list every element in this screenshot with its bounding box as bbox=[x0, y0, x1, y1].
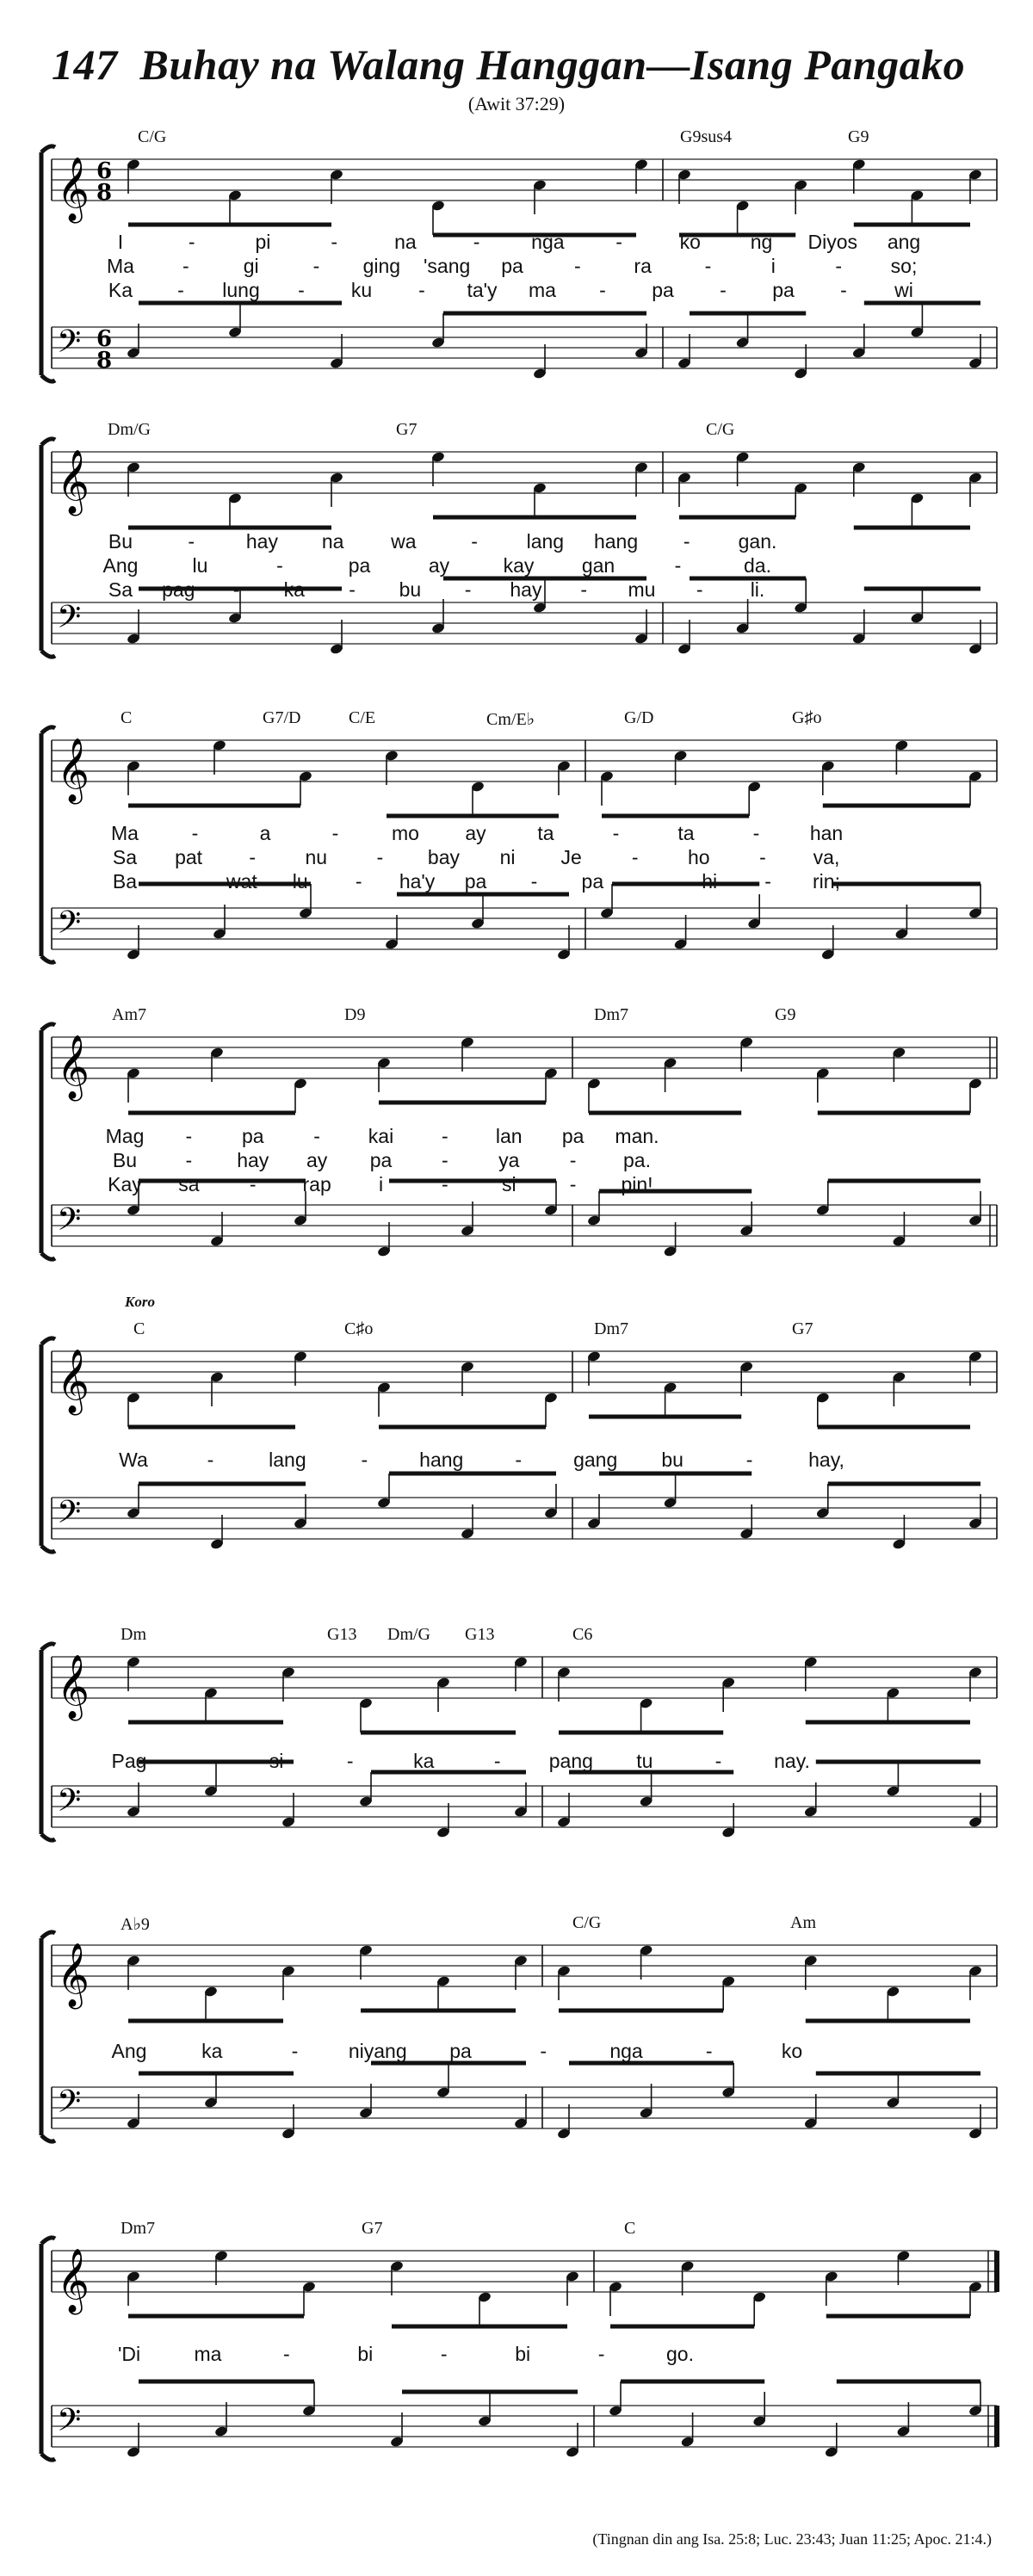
lyric-syllable: han bbox=[809, 822, 844, 844]
chord-symbol: A♭9 bbox=[121, 1915, 150, 1934]
lyric-syllable: lung bbox=[222, 279, 260, 301]
lyric-syllable: - bbox=[569, 1149, 577, 1171]
lyric-syllable: - bbox=[418, 279, 425, 301]
lyric-syllable: kai bbox=[368, 1125, 394, 1147]
staff-lines bbox=[0, 1313, 1033, 1566]
lyric-syllable: - bbox=[840, 279, 847, 301]
treble-staff bbox=[52, 1035, 997, 1113]
chord-symbol: G13 bbox=[465, 1625, 495, 1644]
lyric-syllable: - bbox=[440, 2343, 448, 2365]
lyric-syllable: - bbox=[471, 530, 478, 553]
lyric-syllable: - bbox=[473, 231, 480, 253]
lyric-syllable: ko bbox=[781, 2040, 803, 2062]
lyric-syllable: - bbox=[182, 255, 189, 277]
chord-symbol: C6 bbox=[572, 1625, 593, 1644]
lyric-syllable: - bbox=[177, 279, 184, 301]
lyric-syllable: - bbox=[188, 530, 195, 553]
lyric-syllable: go. bbox=[666, 2343, 694, 2365]
treble-clef-icon: 𝄞 bbox=[57, 2249, 90, 2313]
lyric-syllable: pag bbox=[162, 578, 195, 601]
lyric-syllable: - bbox=[714, 1750, 722, 1772]
lyric-syllable: ta bbox=[677, 822, 695, 844]
lyric-syllable: Bu bbox=[112, 1149, 138, 1171]
system-bracket bbox=[41, 727, 55, 962]
treble-staff bbox=[52, 738, 997, 816]
lyric-syllable: - bbox=[540, 2040, 547, 2062]
lyric-syllable: - bbox=[569, 1173, 577, 1195]
time-signature-bottom: 8 bbox=[96, 348, 113, 374]
lyric-syllable: - bbox=[674, 554, 682, 577]
chord-symbol: G/D bbox=[624, 708, 654, 727]
lyric-syllable: - bbox=[752, 822, 760, 844]
lyric-syllable: da. bbox=[744, 554, 771, 577]
lyric-syllable: va, bbox=[813, 846, 840, 868]
lyric-syllable: ma bbox=[194, 2343, 222, 2365]
bass-clef-icon: 𝄢 bbox=[57, 2402, 82, 2446]
lyric-syllable: gang bbox=[573, 1449, 618, 1471]
hymn-title: Buhay na Walang Hanggan—Isang Pangako bbox=[139, 40, 966, 89]
bass-staff bbox=[52, 303, 997, 380]
lyric-syllable: pang bbox=[548, 1750, 593, 1772]
lyric-syllable: - bbox=[464, 578, 472, 601]
lyric-syllable: wat bbox=[226, 870, 257, 893]
lyric-syllable: ya bbox=[498, 1149, 520, 1171]
lyric-syllable: gan. bbox=[738, 530, 777, 553]
chord-symbol: Dm7 bbox=[594, 1319, 628, 1338]
bass-clef-icon: 𝄢 bbox=[57, 2084, 82, 2128]
lyric-syllable: nga bbox=[531, 231, 565, 253]
lyric-syllable: Ang bbox=[111, 2040, 147, 2062]
lyric-syllable: ha'y bbox=[399, 870, 436, 893]
lyric-syllable: so; bbox=[890, 255, 918, 277]
chord-symbol: G7 bbox=[792, 1319, 813, 1338]
staff-lines bbox=[0, 1618, 1033, 1855]
lyric-syllable: - bbox=[331, 231, 338, 253]
lyric-syllable: - bbox=[185, 1125, 193, 1147]
lyric-syllable: nay. bbox=[774, 1750, 810, 1772]
lyric-syllable: Je bbox=[560, 846, 582, 868]
lyric-syllable: hi bbox=[702, 870, 718, 893]
lyric-syllable: mo bbox=[392, 822, 419, 844]
lyric-syllable: ay bbox=[465, 822, 486, 844]
lyric-syllable: gi bbox=[243, 255, 259, 277]
lyric-syllable: - bbox=[346, 1750, 354, 1772]
lyric-syllable: pi bbox=[255, 231, 271, 253]
lyric-syllable: hay bbox=[237, 1149, 269, 1171]
lyric-syllable: pa bbox=[652, 279, 674, 301]
system-bracket bbox=[41, 1338, 55, 1552]
lyric-syllable: ho bbox=[688, 846, 710, 868]
lyric-syllable: ka bbox=[283, 578, 305, 601]
chord-symbol: C/G bbox=[706, 420, 735, 439]
lyric-syllable: ka bbox=[413, 1750, 435, 1772]
lyric-syllable: Ma bbox=[111, 822, 139, 844]
lyric-syllable: ta'y bbox=[467, 279, 498, 301]
lyric-syllable: Sa bbox=[112, 846, 138, 868]
lyric-syllable: Kay bbox=[108, 1173, 142, 1195]
chord-symbol: G7 bbox=[362, 2219, 383, 2238]
lyric-syllable: bi bbox=[357, 2343, 374, 2365]
time-signature-top: 6 bbox=[96, 326, 113, 352]
lyric-syllable: na bbox=[321, 530, 344, 553]
treble-clef-icon: 𝄞 bbox=[57, 738, 90, 802]
lyric-syllable: pa bbox=[501, 255, 523, 277]
music-system bbox=[0, 120, 1033, 396]
chord-symbol: G9 bbox=[848, 127, 869, 146]
lyric-syllable: Mag bbox=[105, 1125, 145, 1147]
system-bracket bbox=[41, 1024, 55, 1259]
lyric-syllable: Wa bbox=[119, 1449, 148, 1471]
staff-lines bbox=[0, 413, 1033, 671]
lyric-syllable: ka bbox=[201, 2040, 223, 2062]
treble-clef-icon: 𝄞 bbox=[57, 450, 90, 514]
lyric-syllable: - bbox=[580, 578, 588, 601]
lyric-syllable: - bbox=[313, 1125, 320, 1147]
system-bracket bbox=[41, 1932, 55, 2141]
bass-staff bbox=[52, 884, 997, 961]
lyric-syllable: - bbox=[291, 2040, 299, 2062]
treble-staff bbox=[52, 2249, 997, 2326]
lyric-syllable: ko bbox=[679, 231, 701, 253]
lyric-syllable: ta bbox=[537, 822, 554, 844]
lyric-syllable: - bbox=[612, 822, 620, 844]
lyric-syllable: - bbox=[631, 846, 639, 868]
treble-staff bbox=[52, 1350, 997, 1427]
lyric-syllable: Diyos bbox=[807, 231, 858, 253]
chord-symbol: C bbox=[133, 1319, 145, 1338]
lyric-syllable: - bbox=[207, 1449, 214, 1471]
lyric-syllable: - bbox=[199, 1750, 207, 1772]
lyric-syllable: pa bbox=[348, 554, 371, 577]
lyric-syllable: Ang bbox=[102, 554, 139, 577]
chord-symbol: G♯o bbox=[792, 708, 822, 727]
chord-symbol: G7 bbox=[396, 420, 418, 439]
lyric-syllable: pa bbox=[464, 870, 487, 893]
lyric-syllable: - bbox=[298, 279, 305, 301]
chord-symbol: Dm/G bbox=[108, 420, 151, 439]
lyric-syllable: - bbox=[720, 279, 727, 301]
lyric-syllable: - bbox=[191, 822, 199, 844]
lyric-syllable: - bbox=[276, 554, 283, 577]
lyric-syllable: ra bbox=[634, 255, 652, 277]
lyric-syllable: - bbox=[312, 255, 320, 277]
lyric-syllable: Ka bbox=[108, 279, 133, 301]
lyric-syllable: pa bbox=[369, 1149, 393, 1171]
lyric-syllable: - bbox=[355, 870, 362, 893]
lyric-syllable: mu bbox=[628, 578, 656, 601]
lyric-syllable: - bbox=[442, 1173, 448, 1195]
lyric-syllable: hay bbox=[510, 578, 542, 601]
chord-symbol: G7/D bbox=[263, 708, 301, 727]
lyric-syllable: - bbox=[745, 1449, 753, 1471]
lyric-syllable: ng bbox=[750, 231, 773, 253]
lyric-syllable: - bbox=[180, 870, 187, 893]
hymn-number: 147 bbox=[52, 40, 118, 89]
lyric-syllable: si bbox=[269, 1750, 284, 1772]
music-system bbox=[0, 701, 1033, 977]
chord-symbol: C♯o bbox=[344, 1319, 374, 1338]
lyric-syllable: si bbox=[501, 1173, 516, 1195]
lyric-syllable: Ma bbox=[107, 255, 134, 277]
bass-clef-icon: 𝄢 bbox=[57, 1782, 82, 1826]
lyric-syllable: tu bbox=[636, 1750, 653, 1772]
lyric-syllable: bay bbox=[427, 846, 460, 868]
lyric-syllable: Bu bbox=[108, 530, 133, 553]
lyric-syllable: - bbox=[349, 578, 356, 601]
lyric-syllable: - bbox=[647, 870, 655, 893]
lyric-syllable: i bbox=[770, 255, 776, 277]
lyric-syllable: - bbox=[331, 822, 339, 844]
time-signature-top: 6 bbox=[96, 158, 113, 184]
chord-symbol: Dm7 bbox=[594, 1005, 628, 1024]
treble-clef-icon: 𝄞 bbox=[57, 1943, 90, 2007]
treble-staff bbox=[52, 450, 997, 528]
chord-symbol: C/G bbox=[572, 1913, 602, 1932]
lyric-syllable: - bbox=[283, 2343, 290, 2365]
lyric-syllable: ni bbox=[499, 846, 516, 868]
lyric-syllable: - bbox=[249, 846, 257, 868]
chord-symbol: Cm/E♭ bbox=[486, 710, 535, 729]
lyric-syllable: - bbox=[188, 231, 195, 253]
lyric-syllable: pa. bbox=[623, 1149, 651, 1171]
treble-clef-icon: 𝄞 bbox=[57, 158, 90, 221]
lyric-syllable: - bbox=[835, 255, 842, 277]
chord-symbol: Am7 bbox=[112, 1005, 146, 1024]
lyric-syllable: - bbox=[573, 255, 581, 277]
chord-symbol: Dm/G bbox=[387, 1625, 430, 1644]
lyric-syllable: - bbox=[442, 1149, 448, 1171]
system-bracket bbox=[41, 146, 55, 381]
lyric-syllable: - bbox=[696, 578, 703, 601]
lyric-syllable: pa bbox=[449, 2040, 472, 2062]
bass-staff bbox=[52, 2063, 997, 2140]
treble-staff bbox=[52, 1655, 997, 1733]
lyric-syllable: - bbox=[683, 530, 690, 553]
chord-symbol: C/G bbox=[138, 127, 167, 146]
treble-clef-icon: 𝄞 bbox=[57, 1035, 90, 1099]
lyric-syllable: li. bbox=[750, 578, 765, 601]
lyric-syllable: - bbox=[493, 1750, 501, 1772]
lyric-syllable: - bbox=[515, 1449, 523, 1471]
lyric-syllable: lan bbox=[495, 1125, 523, 1147]
lyric-syllable: ma bbox=[529, 279, 556, 301]
lyric-syllable: man. bbox=[615, 1125, 659, 1147]
hymn-header bbox=[52, 40, 965, 90]
lyric-syllable: - bbox=[361, 1449, 368, 1471]
lyric-syllable: - bbox=[705, 2040, 713, 2062]
chord-symbol: Dm7 bbox=[121, 2219, 155, 2238]
chord-symbol: C bbox=[121, 708, 133, 727]
lyric-syllable: wa bbox=[391, 530, 417, 553]
lyric-syllable: niyang bbox=[348, 2040, 407, 2062]
lyric-syllable: rap bbox=[302, 1173, 331, 1195]
lyric-syllable: ku bbox=[350, 279, 373, 301]
lyric-syllable: hay, bbox=[808, 1449, 844, 1471]
lyric-syllable: gan bbox=[581, 554, 615, 577]
lyric-syllable: Pag bbox=[111, 1750, 147, 1772]
lyric-syllable: - bbox=[599, 279, 606, 301]
lyric-syllable: na bbox=[394, 231, 417, 253]
music-system bbox=[0, 1618, 1033, 1855]
treble-clef-icon: 𝄞 bbox=[57, 1350, 90, 1413]
treble-staff bbox=[52, 158, 997, 235]
lyric-syllable: - bbox=[185, 1149, 193, 1171]
music-system bbox=[0, 413, 1033, 671]
lyric-syllable: - bbox=[704, 255, 712, 277]
music-system bbox=[0, 2212, 1033, 2474]
lyric-syllable: hang bbox=[593, 530, 639, 553]
lyric-syllable: ay bbox=[428, 554, 450, 577]
lyric-syllable: ay bbox=[306, 1149, 328, 1171]
time-signature-bottom: 8 bbox=[96, 180, 113, 206]
chord-symbol: D9 bbox=[344, 1005, 366, 1024]
lyric-syllable: ang bbox=[887, 231, 921, 253]
treble-clef-icon: 𝄞 bbox=[57, 1655, 90, 1719]
staff-lines bbox=[0, 1906, 1033, 2156]
lyric-syllable: pa bbox=[581, 870, 604, 893]
music-system bbox=[0, 1906, 1033, 2156]
bass-staff bbox=[52, 1473, 997, 1550]
lyric-syllable: - bbox=[759, 846, 766, 868]
lyric-syllable: a bbox=[259, 822, 271, 844]
lyric-syllable: lu bbox=[292, 870, 308, 893]
chord-symbol: C bbox=[624, 2219, 636, 2238]
chord-symbol: G13 bbox=[327, 1625, 357, 1644]
lyric-syllable: I bbox=[117, 231, 124, 253]
lyric-syllable: rin; bbox=[813, 870, 840, 893]
lyric-syllable: 'sang bbox=[424, 255, 471, 277]
lyric-syllable: lu bbox=[192, 554, 208, 577]
koro-label: Koro bbox=[125, 1294, 155, 1310]
lyric-syllable: nga bbox=[609, 2040, 643, 2062]
lyric-syllable: sa bbox=[178, 1173, 200, 1195]
lyric-syllable: 'Di bbox=[117, 2343, 141, 2365]
lyric-syllable: kay bbox=[503, 554, 535, 577]
bass-clef-icon: 𝄢 bbox=[57, 1202, 82, 1245]
chord-symbol: Dm bbox=[121, 1625, 146, 1644]
bass-clef-icon: 𝄢 bbox=[57, 905, 82, 948]
system-bracket bbox=[41, 1644, 55, 1840]
lyric-syllable: - bbox=[249, 1173, 257, 1195]
system-bracket bbox=[41, 439, 55, 657]
lyric-syllable: - bbox=[442, 1125, 448, 1147]
lyric-syllable: hay bbox=[245, 530, 278, 553]
lyric-syllable: bu bbox=[661, 1449, 684, 1471]
lyric-syllable: i bbox=[378, 1173, 384, 1195]
staff-lines bbox=[0, 701, 1033, 977]
lyric-syllable: - bbox=[597, 2343, 605, 2365]
lyric-syllable: bi bbox=[515, 2343, 531, 2365]
lyric-syllable: pat bbox=[175, 846, 203, 868]
lyric-syllable: - bbox=[615, 231, 622, 253]
bass-staff bbox=[52, 1762, 997, 1838]
lyric-syllable: - bbox=[530, 870, 538, 893]
chord-symbol: G9 bbox=[775, 1005, 796, 1024]
lyric-syllable: pa bbox=[772, 279, 795, 301]
bass-clef-icon: 𝄢 bbox=[57, 1494, 82, 1538]
chord-symbol: C/E bbox=[349, 708, 376, 727]
lyric-syllable: - bbox=[232, 578, 240, 601]
lyric-syllable: - bbox=[764, 870, 771, 893]
scripture-reference: (Awit 37:29) bbox=[467, 93, 566, 114]
bass-clef-icon: 𝄢 bbox=[57, 324, 82, 368]
music-system bbox=[0, 998, 1033, 1274]
lyric-syllable: - bbox=[376, 846, 384, 868]
lyric-syllable: hang bbox=[419, 1449, 464, 1471]
lyric-syllable: Ba bbox=[112, 870, 138, 893]
lyric-syllable: wi bbox=[894, 279, 913, 301]
lyric-syllable: bu bbox=[399, 578, 422, 601]
lyric-syllable: ging bbox=[362, 255, 401, 277]
lyric-syllable: lang bbox=[526, 530, 565, 553]
lyric-syllable: Sa bbox=[108, 578, 133, 601]
music-system bbox=[0, 1294, 1033, 1566]
lyric-syllable: pin! bbox=[621, 1173, 653, 1195]
bass-clef-icon: 𝄢 bbox=[57, 599, 82, 643]
lyric-syllable: nu bbox=[305, 846, 328, 868]
lyric-syllable: pa bbox=[241, 1125, 264, 1147]
lyric-syllable: pa bbox=[561, 1125, 585, 1147]
treble-staff bbox=[52, 1943, 997, 2021]
chord-symbol: Am bbox=[790, 1913, 816, 1932]
bass-staff bbox=[52, 2381, 997, 2458]
lyric-syllable: lang bbox=[269, 1449, 306, 1471]
footnote: (Tingnan din ang Isa. 25:8; Luc. 23:43; Juan 11:25; Apoc. 21:4.) bbox=[592, 2530, 992, 2548]
chord-symbol: G9sus4 bbox=[680, 127, 733, 146]
